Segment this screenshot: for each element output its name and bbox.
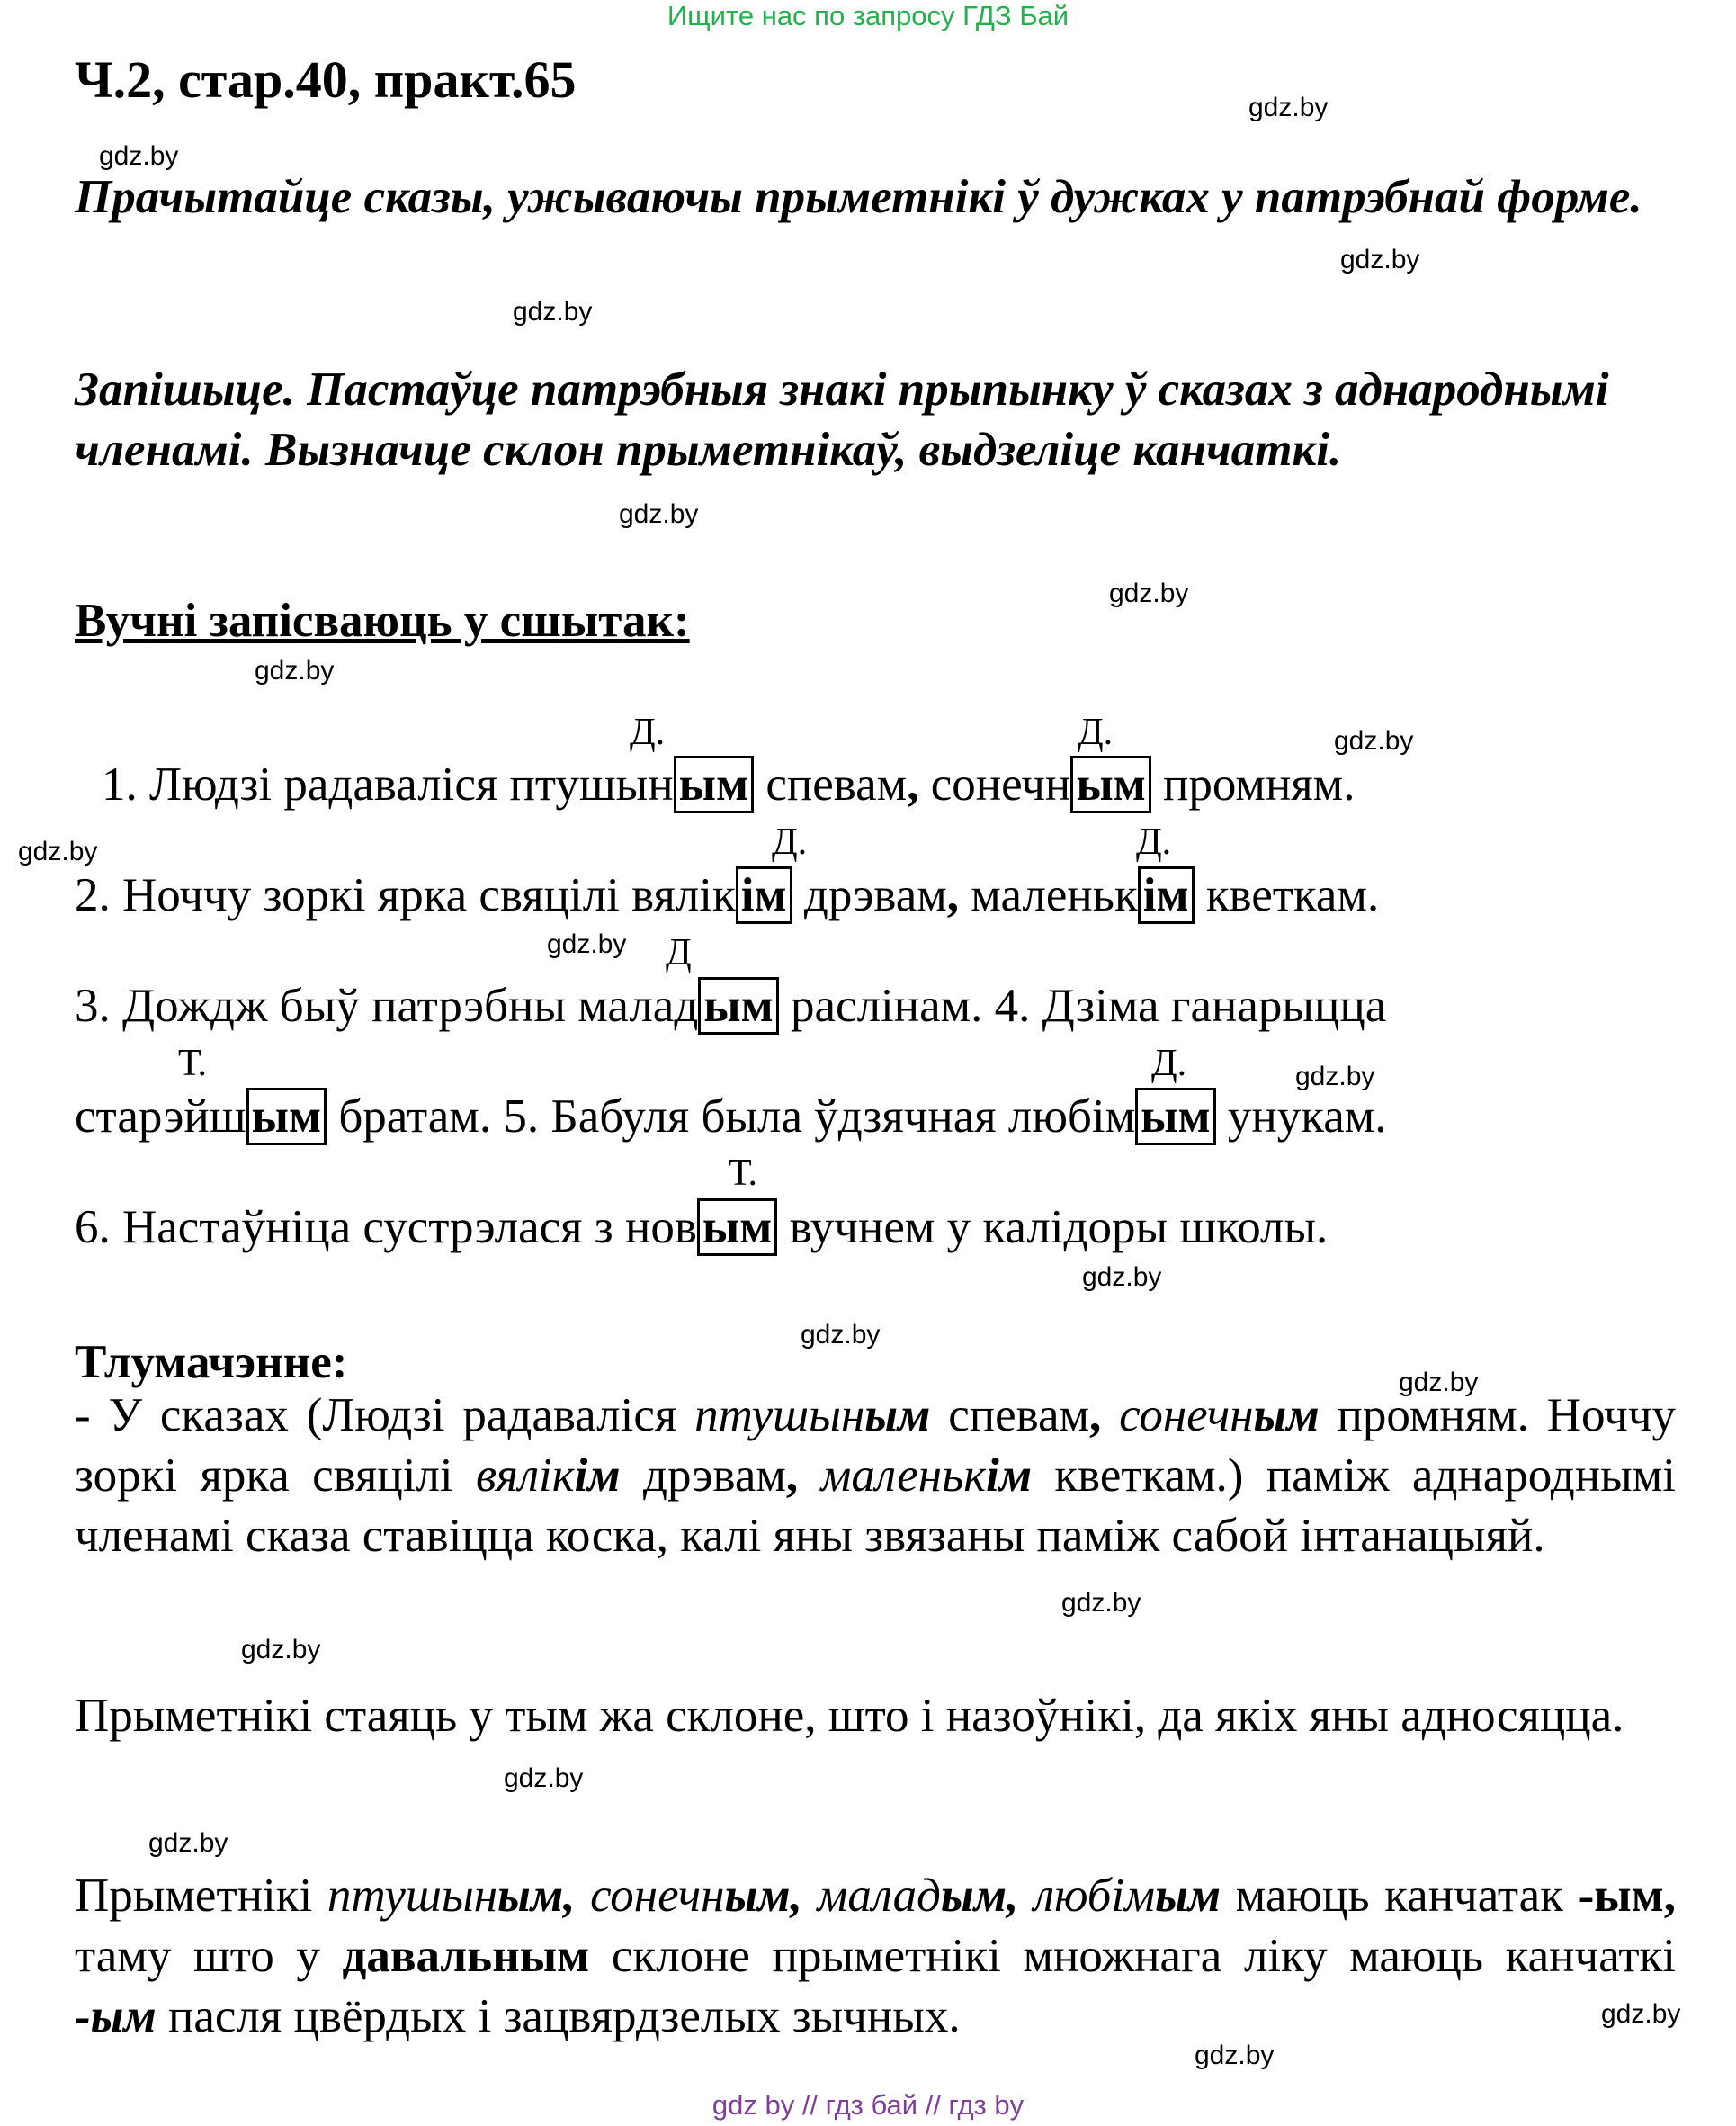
ending-box: ым: [246, 1088, 327, 1145]
answer-sentence-2: 2. Ноччу зоркі ярка свяцілі вялік ім дрэвам, маленьк ім кветкам.: [75, 868, 1379, 922]
task-instruction-1: Прачытайце сказы, ужываючы прыметнікі ў дужках у патрэбнай форме.: [75, 171, 1642, 223]
watermark: gdz.by: [513, 297, 593, 327]
watermark: gdz.by: [1334, 726, 1414, 756]
watermark: gdz.by: [241, 1635, 321, 1664]
watermark: gdz.by: [1295, 1062, 1375, 1091]
case-mark: Д.: [1151, 1043, 1187, 1084]
answer-sentence-5: 6. Настаўніца сустрэлася з нов ым вучнем у калідоры школы.: [75, 1200, 1328, 1254]
watermark: gdz.by: [1248, 93, 1329, 122]
explanation-paragraph-2: Прыметнікі стаяць у тым жа склоне, што і назоўнікі, да якіх яны адносяцца.: [75, 1690, 1624, 1742]
answer-sentence-4: старэйш ым братам. 5. Бабуля была ўдзячная любім ым унукам.: [75, 1090, 1387, 1144]
explanation-heading: Тлумачэнне:: [75, 1336, 348, 1388]
watermark: gdz.by: [619, 499, 699, 529]
watermark: gdz.by: [148, 1828, 228, 1858]
case-mark: Д: [666, 932, 692, 973]
ending-box: ым: [674, 756, 754, 813]
top-banner: Ищите нас по запросу ГДЗ Бай: [667, 0, 1069, 31]
answer-subheading: Вучні запісваюць у сшытак:: [75, 595, 690, 647]
ending-box: ім: [1138, 866, 1195, 924]
watermark: gdz.by: [1340, 245, 1420, 274]
case-mark: Д.: [1078, 712, 1114, 753]
ending-box: ым: [1135, 1088, 1215, 1145]
ending-box: ым: [1070, 756, 1150, 813]
answer-sentence-3: 3. Дождж быў патрэбны малад ым раслінам. 4. Дзіма ганарыцца: [75, 979, 1386, 1033]
watermark: gdz.by: [801, 1320, 881, 1350]
explanation-paragraph-3: Прыметнікі птушыным, сонечным, маладым, любімым маюць канчатак -ым, таму што у давальным склоне прыметнікі множнага ліку маюць канчаткі -ым пасля цвёрдых і зацвярдзелых зычных.: [75, 1870, 1677, 2042]
watermark: gdz.by: [1399, 1368, 1479, 1397]
watermark: gdz.by: [1061, 1588, 1141, 1618]
ending-box: ым: [697, 1198, 777, 1256]
case-mark: Т.: [729, 1153, 757, 1194]
answer-sentence-1: 1. Людзі радаваліся птушын ым спевам, сонечн ым промням.: [102, 758, 1355, 812]
task-instruction-2: Запішыце. Пастаўце патрэбныя знакі прыпынку ў сказах з аднароднымі членамі. Вызначце склон прыметнікаў, выдзеліце канчаткі.: [75, 363, 1609, 476]
explanation-paragraph-1: - У сказах (Людзі радаваліся птушыным спевам, сонечным промням. Ноччу зоркі ярка свяцілі вялікім дрэвам, маленькім кветкам.) паміж аднароднымі членамі сказа ставіцца коска, калі яны звязаны паміж сабой інтанацыяй.: [75, 1389, 1676, 1562]
watermark: gdz.by: [1601, 1999, 1681, 2029]
watermark: gdz.by: [18, 837, 98, 866]
case-mark: Т.: [178, 1043, 207, 1084]
case-mark: Д.: [772, 821, 808, 863]
page-title: Ч.2, стар.40, практ.65: [75, 50, 577, 109]
watermark: gdz.by: [1082, 1262, 1162, 1292]
watermark: gdz.by: [255, 656, 335, 686]
watermark: gdz.by: [504, 1763, 584, 1793]
watermark: gdz.by: [1195, 2041, 1275, 2070]
watermark: gdz.by: [547, 929, 627, 959]
bottom-banner: gdz by // гдз бай // гдз by: [711, 2089, 1025, 2121]
watermark: gdz.by: [1109, 579, 1189, 608]
ending-box: ім: [736, 866, 792, 924]
case-mark: Д.: [630, 712, 666, 753]
watermark: gdz.by: [99, 141, 179, 171]
ending-box: ым: [698, 977, 778, 1035]
case-mark: Д.: [1136, 821, 1172, 863]
